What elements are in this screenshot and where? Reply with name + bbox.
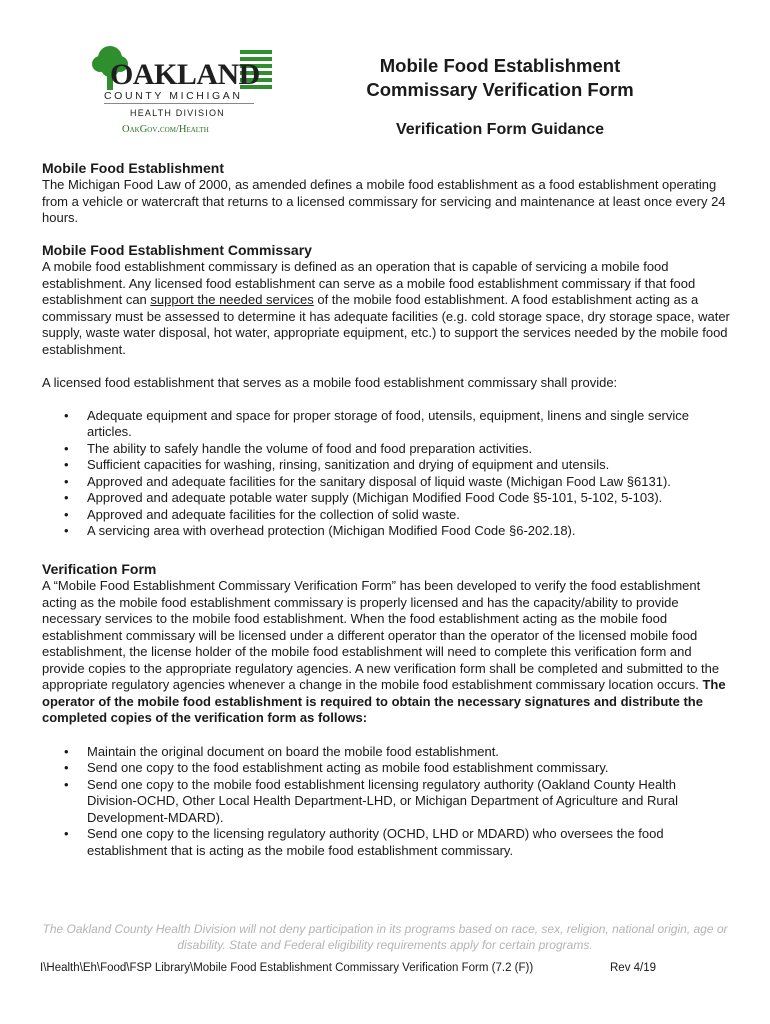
commissary-requirements-list — [42, 408, 732, 540]
logo-division-text: HEALTH DIVISION — [130, 108, 225, 118]
section-commissary-body — [42, 259, 732, 358]
revision-label: Rev 4/19 — [610, 962, 657, 974]
commissary-intro: A licensed food establishment that serves as a mobile food establishment commissary shall provide: — [42, 375, 618, 390]
logo-wordmark: OAKLAND — [110, 58, 260, 91]
file-path: I\Health\Eh\Food\FSP Library\Mobile Food Establishment Commissary Verification Form (7.2 (F)) — [40, 962, 534, 974]
section-mfe-body: The Michigan Food Law of 2000, as amended defines a mobile food establishment as a food establishment operating from a vehicle or watercraft that returns to a licensed commissary for servicing and maintenance at least once every 24 hours. — [42, 177, 726, 225]
title-line-2: Commissary Verification Form — [366, 79, 634, 100]
section-verification-body — [42, 578, 732, 727]
commissary-body-underline: support the needed services — [150, 292, 314, 307]
section-verification-heading: Verification Form — [42, 561, 157, 577]
list-item: • Approved and adequate potable water supply (Michigan Modified Food Code §5-101, 5-102, 5-103). — [42, 490, 712, 507]
list-item: • Approved and adequate facilities for the sanitary disposal of liquid waste (Michigan Food Law §6131). — [42, 474, 712, 491]
document-subtitle: Verification Form Guidance — [395, 121, 605, 138]
list-item: • Send one copy to the mobile food establishment licensing regulatory authority (Oakland County Health Division-OCHD, Other Local Health Department-LHD, or Michigan Department of Agriculture and Rural Development-MDARD). — [42, 777, 717, 827]
verification-body-text: A “Mobile Food Establishment Commissary Verification Form” has been developed to verify the food establishment acting as the mobile food establishment commissary is properly licensed and has the capacity/ability to provide necessary services to the mobile food establishment. When the food establishment acting as the mobile food establishment commissary will be licensed under a different operator than the operator of the licensed mobile food establishment, the license holder of the mobile food establishment will need to complete this verification form and provide copies to the appropriate regulatory agencies. A new verification form shall be completed and submitted to the appropriate regulatory agencies whenever a change in the mobile food establishment commissary location occurs. — [42, 578, 720, 692]
verification-body-bold: The operator of the mobile food establishment is required to obtain the necessary signatures and distribute the completed copies of the verification form as follows: — [42, 677, 726, 725]
list-item: • Sufficient capacities for washing, rinsing, sanitization and drying of equipment and utensils. — [42, 457, 712, 474]
section-commissary — [42, 242, 732, 540]
list-item: • The ability to safely handle the volume of food and food preparation activities. — [42, 441, 712, 458]
commissary-body-text-end: of the mobile food establishment. A food establishment acting as a commissary must be assessed to determine it has adequate facilities (e.g. cold storage space, dry storage space, water supply, waste water disposal, hot water, appropriate equipment, etc.) to support the services needed by the mobile food establishment. — [42, 292, 730, 357]
logo-divider — [104, 103, 254, 104]
logo-url-link[interactable]: OakGov.com/Health — [122, 124, 209, 135]
nondiscrimination-note: The Oakland County Health Division will not deny participation in its programs based on race, sex, religion, national origin, age or disability. State and Federal eligibility requirements apply for certain programs. — [42, 922, 728, 952]
section-verification — [42, 561, 732, 859]
list-item: • Send one copy to the licensing regulatory authority (OCHD, LHD or MDARD) who oversees the food establishment that is acting as the mobile food establishment commissary. — [42, 826, 717, 859]
document-title — [330, 54, 670, 102]
section-commissary-heading: Mobile Food Establishment Commissary — [42, 242, 312, 258]
list-item: • A servicing area with overhead protection (Michigan Modified Food Code §6-202.18). — [42, 523, 712, 540]
list-item: • Adequate equipment and space for proper storage of food, utensils, equipment, linens and single service articles. — [42, 408, 712, 441]
list-item: • Maintain the original document on board the mobile food establishment. — [42, 744, 717, 761]
logo-county-text: COUNTY MICHIGAN — [104, 90, 243, 102]
section-mfe-heading: Mobile Food Establishment — [42, 160, 225, 176]
list-item: • Approved and adequate facilities for the collection of solid waste. — [42, 507, 712, 524]
list-item: • Send one copy to the food establishment acting as mobile food establishment commissary. — [42, 760, 717, 777]
section-mfe — [42, 160, 732, 227]
commissary-body-text: A mobile food establishment commissary is defined as an operation that is capable of servicing a mobile food establishment. Any licensed food establishment can serve as a mobile food establishment commissary if that food establishment can — [42, 259, 696, 307]
oakland-county-logo — [90, 44, 275, 139]
distribution-list — [42, 744, 732, 860]
title-line-1: Mobile Food Establishment — [379, 55, 621, 76]
